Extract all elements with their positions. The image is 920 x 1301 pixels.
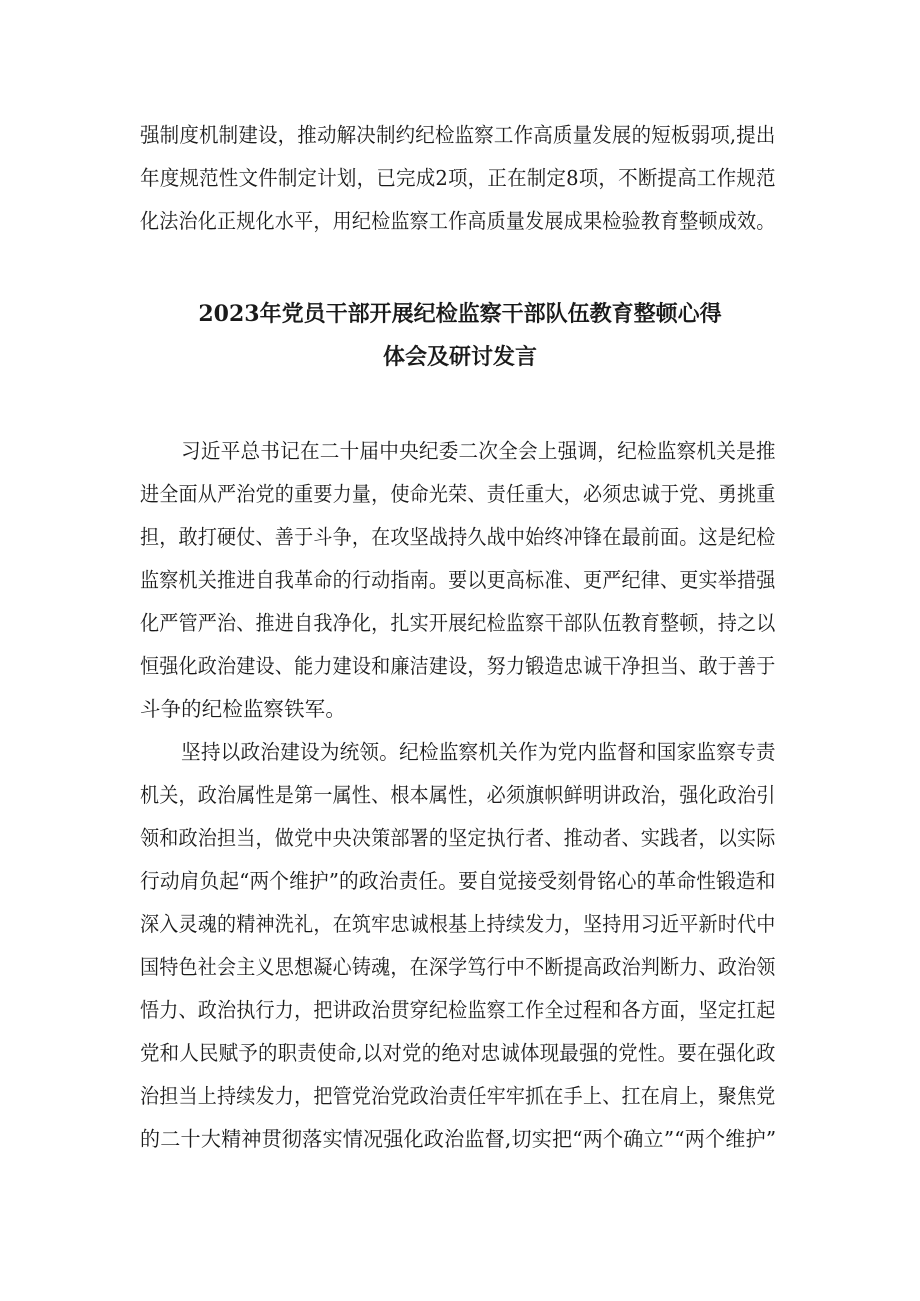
paragraph2-line-9: 治担当上持续发力，把管党治党政治责任牢牢抓在手上、扛在肩上，聚焦党 <box>140 1084 776 1108</box>
paragraph2-line-2: 机关，政治属性是第一属性、根本属性，必须旗帜鲜明讲政治，强化政治引 <box>140 783 776 807</box>
paragraph1-line-7: 斗争的纪检监察铁军。 <box>140 697 346 721</box>
paragraph1-line-6: 恒强化政治建设、能力建设和廉洁建设，努力锻造忠诚干净担当、敢于善于 <box>140 654 776 678</box>
paragraph2-line-10: 的二十大精神贯彻落实情况强化政治监督,切实把“两个确立”“两个维护” <box>140 1127 777 1151</box>
paragraph1-line-4: 监察机关推进自我革命的行动指南。要以更高标准、更严纪律、更实举措强 <box>140 568 776 592</box>
intro-line-3: 化法治化正规化水平，用纪检监察工作高质量发展成果检验教育整顿成效。 <box>140 209 776 233</box>
document-title-line-2: 体会及研讨发言 <box>382 344 537 370</box>
intro-line-1: 强制度机制建设，推动解决制约纪检监察工作高质量发展的短板弱项,提出 <box>140 123 776 147</box>
intro-line-2: 年度规范性文件制定计划，已完成2项，正在制定8项，不断提高工作规范 <box>140 166 776 190</box>
paragraph2-line-7: 悟力、政治执行力，把讲政治贯穿纪检监察工作全过程和各方面，坚定扛起 <box>140 998 776 1022</box>
paragraph1-line-2: 进全面从严治党的重要力量，使命光荣、责任重大，必须忠诚于党、勇挑重 <box>140 482 776 506</box>
paragraph2-line-4: 行动肩负起“两个维护”的政治责任。要自觉接受刻骨铭心的革命性锻造和 <box>140 869 776 893</box>
paragraph1-line-3: 担，敢打硬仗、善于斗争，在攻坚战持久战中始终冲锋在最前面。这是纪检 <box>140 525 776 549</box>
paragraph2-line-8: 党和人民赋予的职责使命,以对党的绝对忠诚体现最强的党性。要在强化政 <box>140 1041 776 1065</box>
paragraph2-line-5: 深入灵魂的精神洗礼，在筑牢忠诚根基上持续发力，坚持用习近平新时代中 <box>140 912 776 936</box>
paragraph2-line-3: 领和政治担当，做党中央决策部署的坚定执行者、推动者、实践者，以实际 <box>140 826 776 850</box>
document-title-line-1: 2023年党员干部开展纪检监察干部队伍教育整顿心得 <box>198 301 722 327</box>
paragraph2-line-6: 国特色社会主义思想凝心铸魂，在深学笃行中不断提高政治判断力、政治领 <box>140 955 776 979</box>
paragraph1-line-5: 化严管严治、推进自我净化，扎实开展纪检监察干部队伍教育整顿，持之以 <box>140 611 776 635</box>
paragraph2-line-1: 坚持以政治建设为统领。纪检监察机关作为党内监督和国家监察专责 <box>181 740 776 764</box>
paragraph1-line-1: 习近平总书记在二十届中央纪委二次全会上强调，纪检监察机关是推 <box>181 439 776 463</box>
